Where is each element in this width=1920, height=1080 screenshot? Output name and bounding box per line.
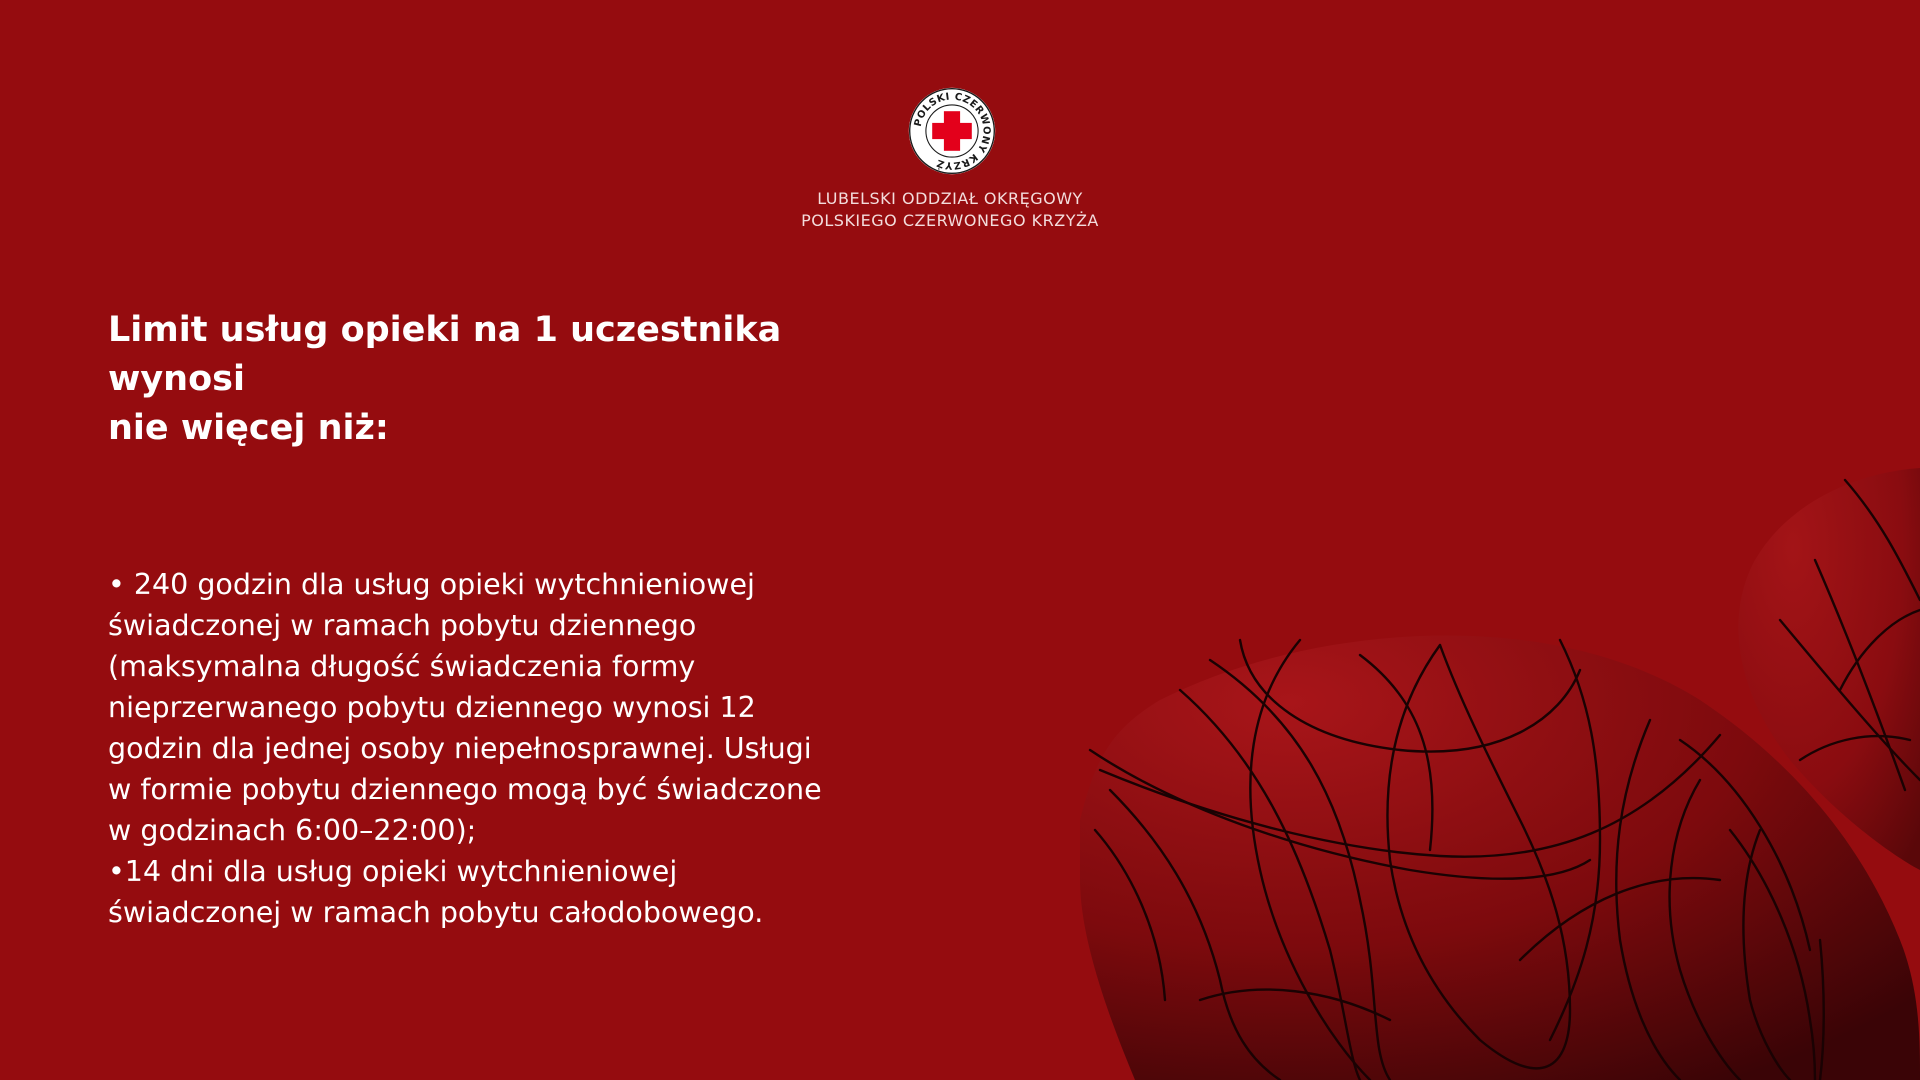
red-cross-emblem-icon xyxy=(907,86,997,176)
body-text xyxy=(108,564,908,933)
body-line: nieprzerwanego pobytu dziennego wynosi 12 xyxy=(108,691,756,724)
headline-line-1: Limit usług opieki na 1 uczestnika wynosi xyxy=(108,310,782,399)
svg-text:POLSKI CZERWONY KRZYŻ: POLSKI CZERWONY KRZYŻ xyxy=(912,91,992,171)
organization-line-1: LUBELSKI ODDZIAŁ OKRĘGOWY xyxy=(817,189,1083,208)
organization-name xyxy=(660,188,1240,232)
body-line: w formie pobytu dziennego mogą być świadczone xyxy=(108,773,822,806)
body-line: (maksymalna długość świadczenia formy xyxy=(108,650,696,683)
body-line: w godzinach 6:00–22:00); xyxy=(108,814,477,847)
body-line: godzin dla jednej osoby niepełnosprawnej. Usługi xyxy=(108,732,812,765)
body-line: świadczonej w ramach pobytu całodobowego. xyxy=(108,896,764,929)
body-line: świadczonej w ramach pobytu dziennego xyxy=(108,609,697,642)
body-line: •14 dni dla usług opieki wytchnieniowej xyxy=(108,855,678,888)
headline-line-2: nie więcej niż: xyxy=(108,408,389,448)
body-line: • 240 godzin dla usług opieki wytchnieniowej xyxy=(108,568,755,601)
headline xyxy=(108,306,908,453)
organization-line-2: POLSKIEGO CZERWONEGO KRZYŻA xyxy=(801,211,1099,230)
